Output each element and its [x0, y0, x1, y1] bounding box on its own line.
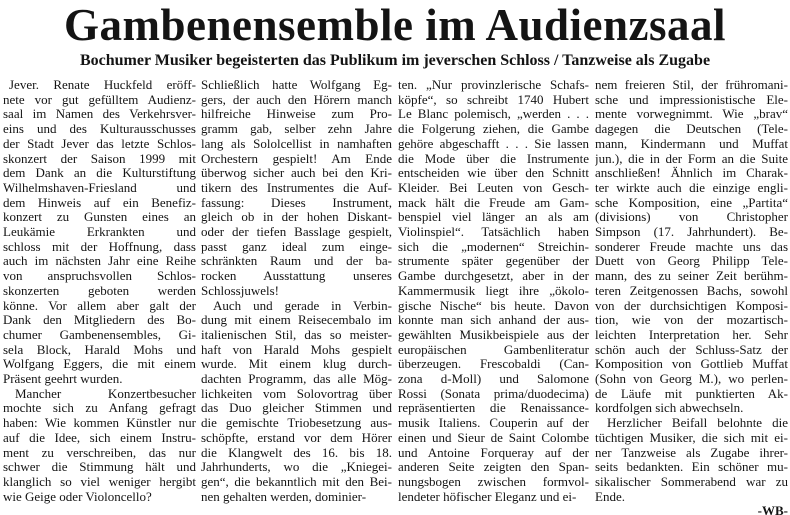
- article-column-2: [201, 78, 392, 515]
- article-line: mochte sich zu Anfang gefragt: [3, 400, 196, 416]
- article-line: überwog sicher auch bei den Kri-: [201, 165, 392, 181]
- article-line: haft von Harald Mohs gespielt: [201, 341, 392, 357]
- article-line: mente vorwegnimmt. Wie „brav“: [595, 106, 788, 122]
- article-line: kordfolgen sich abwechseln.: [595, 400, 744, 416]
- article-line: eins und des Kulturausschusses: [3, 121, 196, 137]
- article-line: gramm gab, selber zehn Jahre: [201, 121, 392, 137]
- article-line: die Folgerung ziehen, die Gambe: [398, 121, 589, 137]
- article-line: sche und impressionistische Ele-: [595, 91, 788, 107]
- article-line: skonzert der Saison 1999 mit: [3, 150, 196, 166]
- article-line: und Antoine Forqueray auf der: [398, 444, 589, 460]
- article-line: Orchestern gespielt! Am Ende: [201, 150, 392, 166]
- article-line: seits bedankten. Ein schöner mu-: [595, 459, 788, 475]
- article-line: schöpfte, erstand vor dem Hörer: [201, 429, 392, 445]
- article-line: das Duo gleicher Stimmen und: [201, 400, 392, 416]
- article-line: nungsbogen zwischen formvol-: [398, 473, 589, 489]
- article-line: Wilhelmshaven-Friesland und: [3, 179, 196, 195]
- article-line: nem freieren Stil, der frühromani-: [595, 78, 788, 92]
- article-line: wie Geige oder Violoncello?: [3, 488, 152, 504]
- article-line: ter wirkte auch die einzige engli-: [595, 179, 788, 195]
- article-line: die Mode über die Instrumente: [398, 150, 589, 166]
- article-line: jun.), die in der Form an die Suite: [595, 150, 788, 166]
- article-line: Dank den Mitgliedern des Bo-: [3, 312, 196, 328]
- article-line: musik Italiens. Couperin auf der: [398, 415, 589, 431]
- article-line: Mancher Konzertbesucher: [15, 385, 196, 401]
- article-line: lendeter höfischer Eleganz und ei-: [398, 488, 577, 504]
- headline: Gambenensemble im Audienzsaal: [63, 0, 727, 50]
- article-line: schön auch der Schluss-Satz der: [595, 341, 788, 357]
- article-line: Auch und gerade in Verbin-: [213, 297, 392, 313]
- article-line: die Klangwelt des 16. bis 18.: [201, 444, 392, 460]
- article-line: europäischen Gambenliteratur: [398, 341, 589, 357]
- article-line: überzeugen. Frescobaldi (Can-: [398, 356, 589, 372]
- article-line: klanglich so viel weniger hergibt: [3, 473, 196, 489]
- article-line: repräsentierten die Renaissance-: [398, 400, 589, 416]
- article-line: der Stadt Jever das letzte Schlos-: [3, 135, 196, 151]
- article-line: ner Tanzweise als Zugabe ihrer-: [595, 444, 788, 460]
- article-line: Jever. Renate Huckfeld eröff-: [9, 78, 196, 92]
- article-line: Kleider. Bei Leuten von Gesch-: [398, 179, 589, 195]
- article-line: (divisions) von Christopher: [595, 209, 788, 225]
- article-line: teren Zeitgenossen Bachs, sowohl: [595, 282, 788, 298]
- article-line: schränkten Raum und der ba-: [201, 253, 392, 269]
- article-line: passt ganz ideal zum einge-: [201, 238, 392, 254]
- article-line: Leukämie Erkrankten und: [3, 224, 196, 240]
- article-line: zona d-Moll) und Salomone: [398, 371, 589, 387]
- article-line: haben: Wie kommen Künstler nur: [3, 415, 196, 431]
- subheadline: Bochumer Musiker begeisterten das Publikum im jeverschen Schloss / Tanzweise als Zugabe: [79, 52, 711, 69]
- article-line: dem Hinweis auf ein Benefiz-: [3, 194, 196, 210]
- article-line: Schließlich hatte Wolfgang Eg-: [201, 78, 392, 92]
- article-line: gen“, die bekanntlich mit den Bei-: [201, 473, 392, 489]
- article-line: saal im Namen des Verkehrsver-: [3, 106, 196, 122]
- article-line: entscheiden wie über den Schnitt: [398, 165, 589, 181]
- article-line: konnte man sich anhand der aus-: [398, 312, 589, 328]
- article-line: schwer die Stimmung hält und: [3, 459, 196, 475]
- article-line: tüchtigen Musiker, die sich mit ei-: [595, 429, 788, 445]
- article-line: benspiel viel länger an als am: [398, 209, 589, 225]
- article-line: dagegen die Deutschen (Tele-: [595, 121, 788, 137]
- article-line: wurde. Mit einem klug durch-: [201, 356, 392, 372]
- article-line: auch im nächsten Jahr eine Reihe: [3, 253, 196, 269]
- article-line: strumente später gegenüber der: [398, 253, 589, 269]
- article-line: skonzerten geboten werden: [3, 282, 196, 298]
- article-line: tion, wie von der mozartisch-: [595, 312, 788, 328]
- article-line: könne. Vor allem aber galt der: [3, 297, 196, 313]
- article-line: sikalischer Sommerabend war zu: [595, 473, 788, 489]
- article-line: einen und Sieur de Saint Colombe: [398, 429, 589, 445]
- article-line: lichkeiten vom Solovortrag über: [201, 385, 392, 401]
- article-line: schloss mit der Hoffnung, dass: [3, 238, 196, 254]
- article-line: dem Dank an die Kulturstiftung: [3, 165, 196, 181]
- article-line: von anspruchsvollen Schlos-: [3, 268, 196, 284]
- article-line: konzert zu Gunsten eines an: [3, 209, 196, 225]
- article-line: Präsent geehrt wurden.: [3, 371, 123, 387]
- article-line: Ende.: [595, 488, 625, 504]
- article-line: anschließen! Ähnlich im Charak-: [595, 165, 788, 181]
- article-line: sich die „modernen“ Streichin-: [398, 238, 589, 254]
- article-line: köpfe“, so schreibt 1740 Hubert: [398, 91, 589, 107]
- article-line: gleich ob in der hohen Diskant-: [201, 209, 392, 225]
- article-line: auf die Idee, sich einem Instru-: [3, 429, 196, 445]
- article-line: Le Blanc polemisch, „werden . . .: [398, 106, 589, 122]
- article-line: sela Block, Harald Mohs und: [3, 341, 196, 357]
- article-line: Violinspiel“. Tatsächlich haben: [398, 224, 589, 240]
- article-line: Wolfgang Eggers, die mit einem: [3, 356, 196, 372]
- article-line: Komposition von Gottlieb Muffat: [595, 356, 788, 372]
- article-line: gers, der auch den Hörern manch: [201, 91, 392, 107]
- article-line: anderen Seite zeigten den Span-: [398, 459, 589, 475]
- article-line: leichten Interpretation her. Sehr: [595, 326, 788, 342]
- article-line: fassung: Dieses Instrument,: [201, 194, 392, 210]
- article-line: nen gehalten werden, dominier-: [201, 488, 367, 504]
- article-line: oder der tiefen Basslage gespielt,: [201, 224, 392, 240]
- article-line: ment zu verschreiben, das nur: [3, 444, 196, 460]
- article-line: Rossi (Sonata prima/duodecima): [398, 385, 589, 401]
- article-line: dachten Programm, das alle Mög-: [201, 371, 392, 387]
- article-line: von der durchsichtigen Komposi-: [595, 297, 788, 313]
- article-column-4: [595, 78, 788, 515]
- article-line: dung mit einem Reisecembalo im: [201, 312, 392, 328]
- article-line: gehöre abgeschafft . . . Sie lassen: [398, 135, 589, 151]
- article-line: die gemischte Triobesetzung aus-: [201, 415, 392, 431]
- article-line: (Sohn von Georg M.), wo perlen-: [595, 371, 788, 387]
- article-column-1: [3, 78, 196, 515]
- article-line: sche Komposition, eine „Partita“: [595, 194, 788, 210]
- article-line: hilfreiche Hinweise zum Pro-: [201, 106, 392, 122]
- article-line: lang als Sololcellist in namhaften: [201, 135, 392, 151]
- article-line: de Läufe mit punktierten Ak-: [595, 385, 788, 401]
- article-line: Schlossjuwels!: [201, 282, 279, 298]
- article-line: chumer Gambenensembles, Gi-: [3, 326, 196, 342]
- article-line: sonderer Freude machte uns das: [595, 238, 788, 254]
- article-line: Simpson (17. Jahrhundert). Be-: [595, 224, 788, 240]
- article-line: italienischen Stil, das so meister-: [201, 326, 392, 342]
- article-line: Kammermusik liegt ihre „ökolo-: [398, 282, 589, 298]
- article-line: Duett von Georg Philipp Tele-: [595, 253, 788, 269]
- article-column-3: [398, 78, 589, 515]
- article-line: mann, des zu seiner Zeit berühm-: [595, 268, 788, 284]
- article-line: Herzlicher Beifall belohnte die: [607, 415, 788, 431]
- article-line: Jahrhunderts, wo die „Kniegei-: [201, 459, 392, 475]
- article-line: Gambe durchgesetzt, aber in der: [398, 268, 589, 284]
- article-line: tikern des Instrumentes die Auf-: [201, 179, 392, 195]
- article-line: rocken Ausstattung unseres: [201, 268, 392, 284]
- article-line: gische Nische“ bis heute. Davon: [398, 297, 589, 313]
- article-line: mack hält die Freude am Gam-: [398, 194, 589, 210]
- author-initials: -WB-: [757, 503, 788, 515]
- article-line: nete vor gut gefülltem Audienz-: [3, 91, 196, 107]
- article-line: gewählten Musikbeispiele aus der: [398, 326, 589, 342]
- article-line: mann, Kindermann und Muffat: [595, 135, 788, 151]
- article-line: ten. „Nur provinzlerische Schafs-: [398, 78, 589, 92]
